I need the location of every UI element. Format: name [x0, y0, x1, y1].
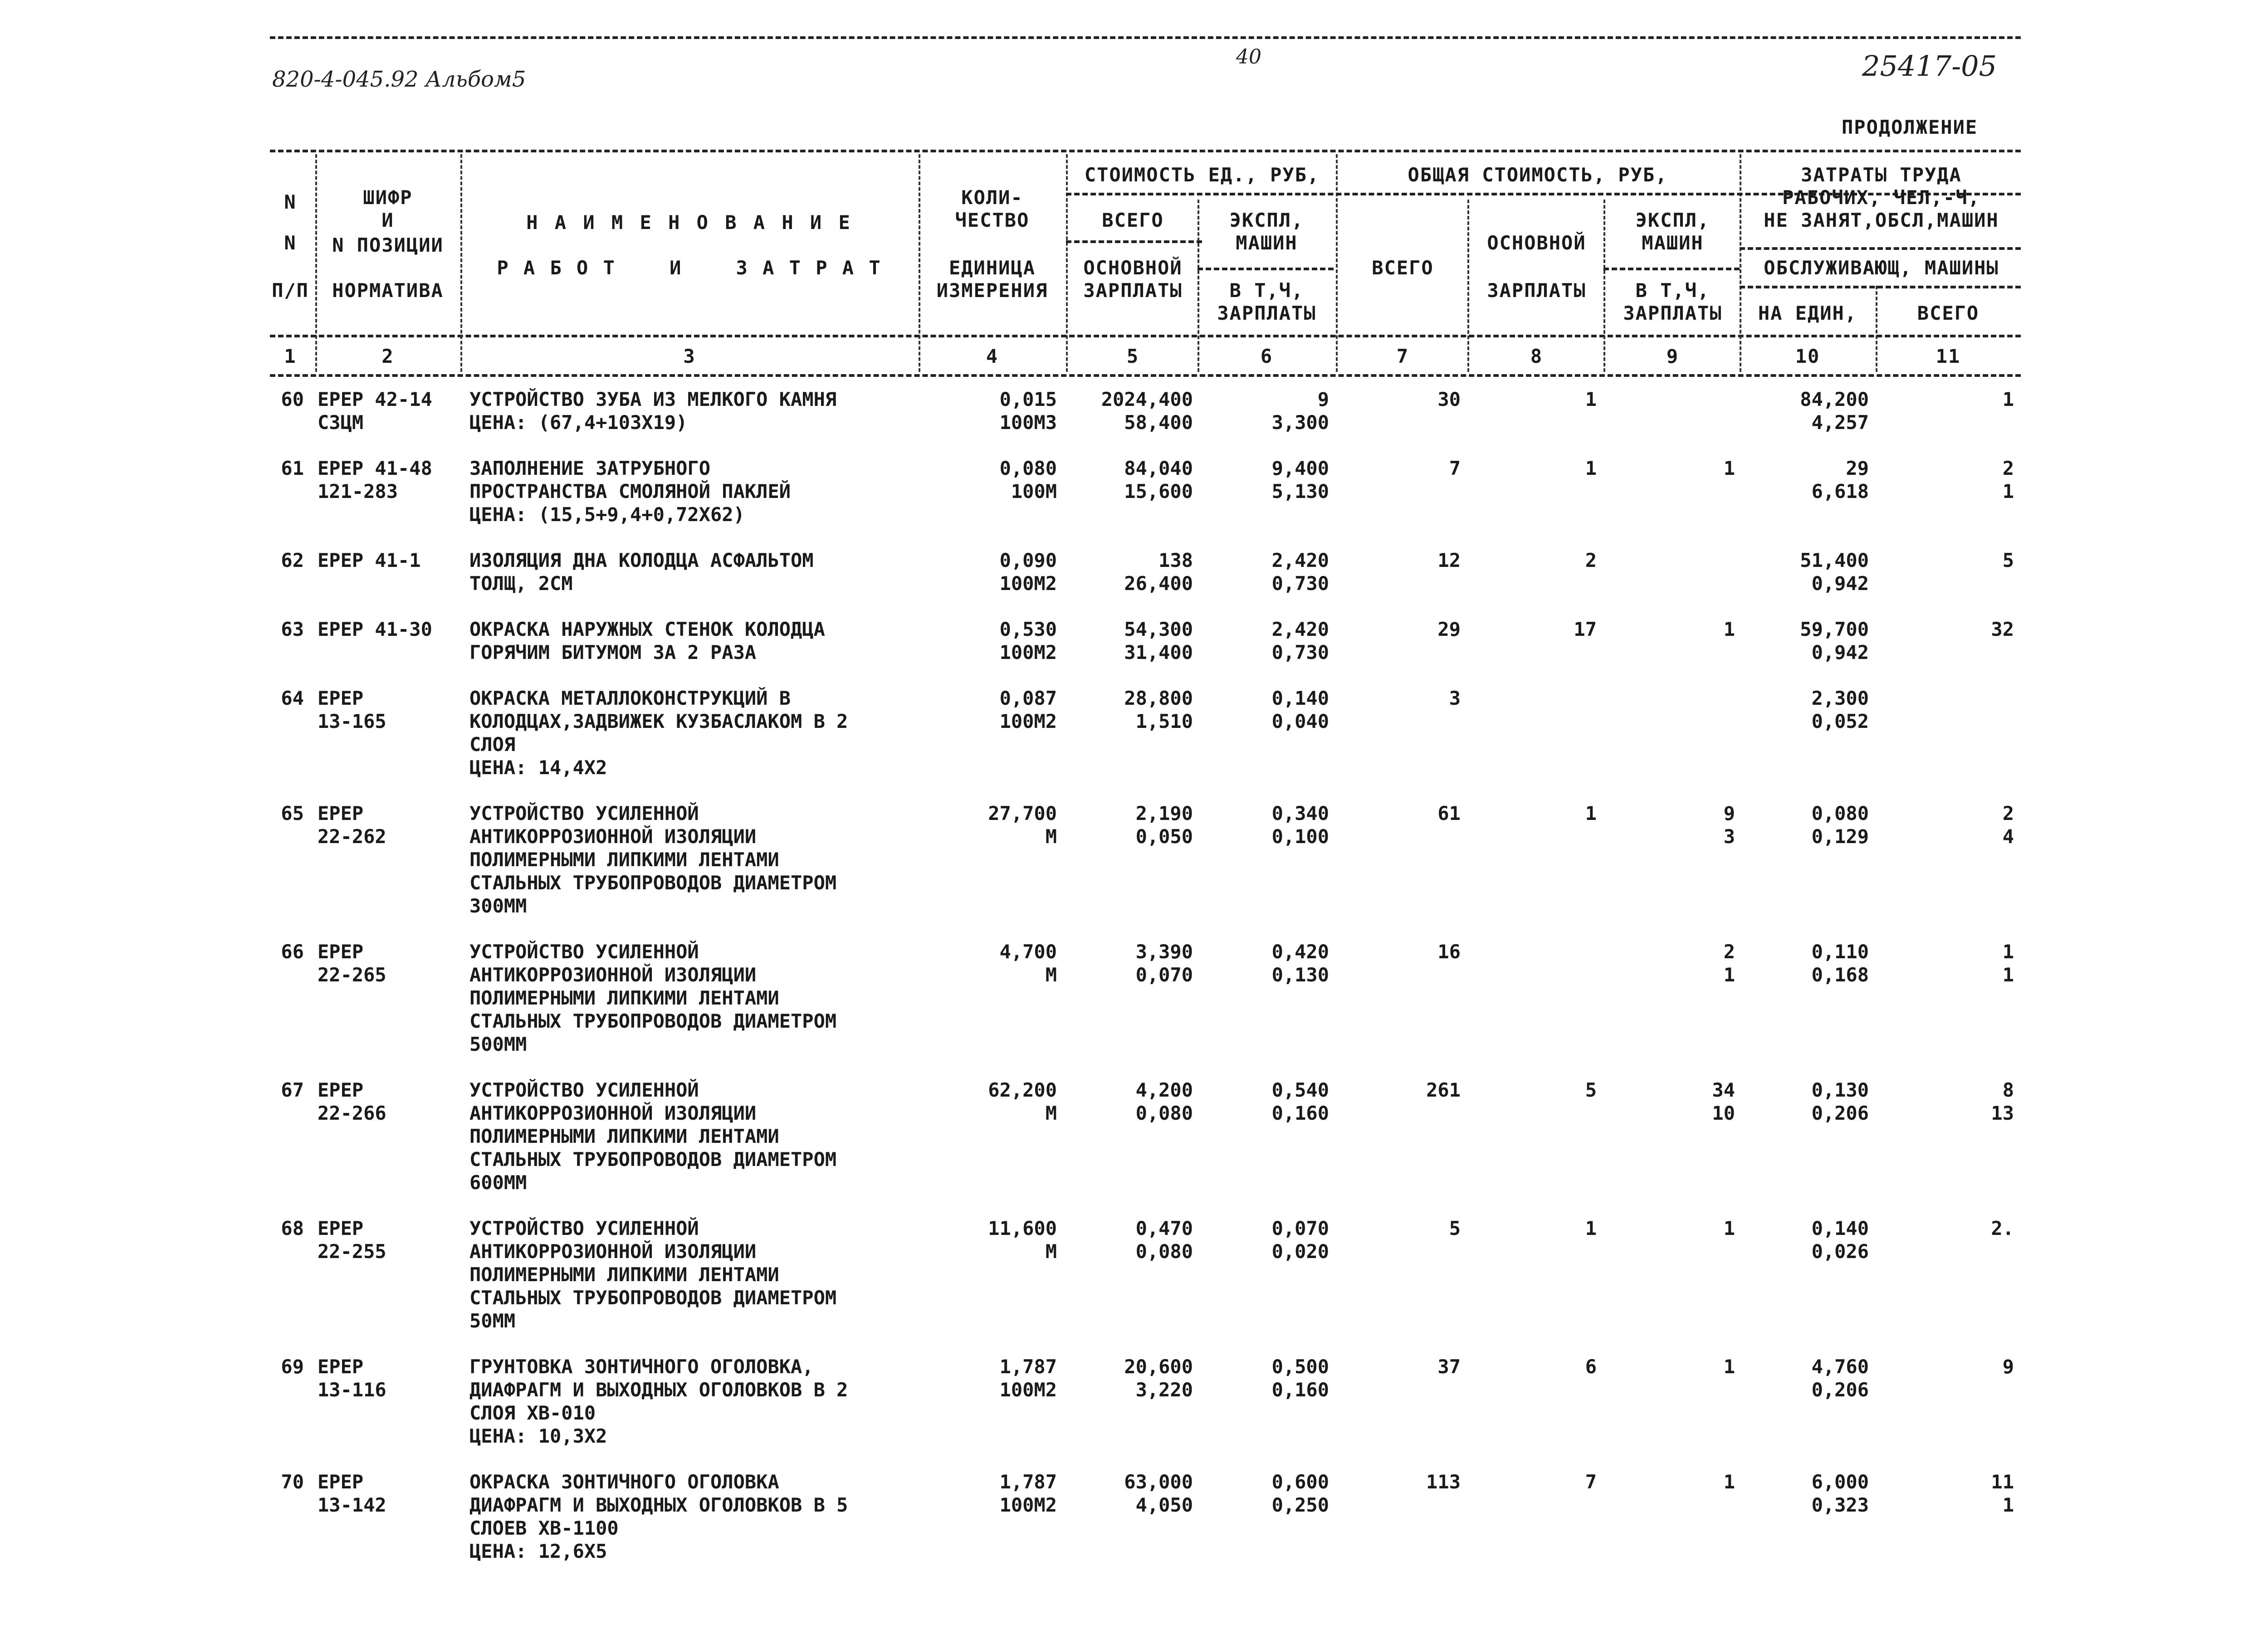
cell-labor-total: 1: [2002, 388, 2014, 410]
cell-u-total: 26,400: [1124, 572, 1193, 595]
cell-labor-unit: 4,760: [1811, 1356, 1869, 1378]
cell-t-mach: 1: [1723, 964, 1735, 986]
header-text: N: [284, 191, 297, 213]
cell-n: 68: [281, 1217, 304, 1239]
cell-labor-total: 9: [2002, 1356, 2014, 1378]
col-sep: [1198, 200, 1199, 372]
header-text: ЭКСПЛ,: [1635, 209, 1710, 231]
cell-u-total: 4,050: [1135, 1494, 1193, 1516]
cell-t-mach: 1: [1723, 1217, 1735, 1239]
cell-u-total: 2024,400: [1101, 388, 1193, 410]
header-text: ОСНОВНОЙ: [1083, 257, 1183, 279]
cell-qty: 0,087: [999, 687, 1057, 709]
numbers-bottom-rule: [270, 374, 2021, 377]
cell-labor-unit: 0,942: [1811, 572, 1869, 595]
cell-labor-total: 1: [2002, 480, 2014, 502]
column-number: 4: [986, 345, 999, 367]
cell-u-mach: 0,730: [1271, 572, 1329, 595]
cell-t-wage: 2: [1585, 549, 1597, 571]
document-reference: 820-4-045.92 Альбом5: [272, 67, 526, 92]
column-header-11: ВСЕГО: [1917, 302, 1980, 324]
cell-n: 64: [281, 687, 304, 709]
cell-name: УСТРОЙСТВО УСИЛЕННОЙ: [469, 1079, 699, 1101]
cell-t-total: 261: [1426, 1079, 1461, 1101]
cell-u-mach: 0,020: [1271, 1240, 1329, 1263]
cell-name: АНТИКОРРОЗИОННОЙ ИЗОЛЯЦИИ: [469, 825, 757, 848]
cell-t-total: 16: [1437, 941, 1461, 963]
cell-t-mach: 1: [1723, 1356, 1735, 1378]
cell-code: ЕРЕР 41-30: [318, 618, 432, 640]
cell-code: 22-255: [318, 1240, 386, 1263]
cell-u-total: 31,400: [1124, 641, 1193, 663]
group-rule: [1740, 247, 2021, 250]
cell-t-total: 5: [1449, 1217, 1461, 1239]
cell-u-total: 0,080: [1135, 1102, 1193, 1124]
cell-qty: 62,200: [988, 1079, 1057, 1101]
cell-u-mach: 0,040: [1271, 710, 1329, 732]
cell-u-mach: 0,160: [1271, 1102, 1329, 1124]
group-rule: [1066, 240, 1202, 243]
cell-name: ТОЛЩ, 2СМ: [469, 572, 573, 595]
header-text: И: [381, 209, 394, 231]
cell-n: 63: [281, 618, 304, 640]
cell-code: 121-283: [318, 480, 398, 502]
col-sep: [1066, 154, 1068, 372]
cell-t-wage: 7: [1585, 1471, 1597, 1493]
cell-labor-unit: 0,140: [1811, 1217, 1869, 1239]
header-text: П/П: [272, 279, 309, 302]
header-text: РАБОЧИХ, ЧЕЛ,-Ч,: [1782, 186, 1980, 209]
cell-labor-unit: 4,257: [1811, 411, 1869, 434]
cell-u-total: 15,600: [1124, 480, 1193, 502]
col-sep: [460, 154, 462, 372]
group-rule: [1603, 268, 1740, 270]
cell-u-mach: 3,300: [1271, 411, 1329, 434]
cell-qty: 0,080: [999, 457, 1057, 479]
column-header-10: НА ЕДИН,: [1758, 302, 1857, 324]
cell-u-total: 0,070: [1135, 964, 1193, 986]
cell-name: ИЗОЛЯЦИЯ ДНА КОЛОДЦА АСФАЛЬТОМ: [469, 549, 814, 571]
cell-u-total: 58,400: [1124, 411, 1193, 434]
cell-u-mach: 5,130: [1271, 480, 1329, 502]
cell-name: ДИАФРАГМ И ВЫХОДНЫХ ОГОЛОВКОВ В 5: [469, 1494, 848, 1516]
cell-name: СТАЛЬНЫХ ТРУБОПРОВОДОВ ДИАМЕТРОМ: [469, 872, 837, 894]
cell-u-mach: 9,400: [1271, 457, 1329, 479]
cell-code: 22-262: [318, 825, 386, 848]
cell-name: КОЛОДЦАХ,ЗАДВИЖЕК КУЗБАСЛАКОМ В 2: [469, 710, 848, 732]
cell-name: ЦЕНА: (15,5+9,4+0,72Х62): [469, 503, 745, 526]
cell-name: ГРУНТОВКА ЗОНТИЧНОГО ОГОЛОВКА,: [469, 1356, 814, 1378]
cell-name: АНТИКОРРОЗИОННОЙ ИЗОЛЯЦИИ: [469, 1240, 757, 1263]
cell-labor-total: 8: [2002, 1079, 2014, 1101]
cell-u-mach: 0,420: [1271, 941, 1329, 963]
column-number: 7: [1396, 345, 1409, 367]
cell-u-mach: 0,730: [1271, 641, 1329, 663]
cell-u-total: 1,510: [1135, 710, 1193, 732]
cell-u-total: 3,390: [1135, 941, 1193, 963]
header-text: N: [284, 232, 297, 254]
cell-t-mach: 1: [1723, 1471, 1735, 1493]
cell-name: ЗАПОЛНЕНИЕ ЗАТРУБНОГО: [469, 457, 711, 479]
cell-n: 66: [281, 941, 304, 963]
cell-u-mach: 0,100: [1271, 825, 1329, 848]
cell-code: ЕРЕР: [318, 1471, 364, 1493]
header-text: ЗАРПЛАТЫ: [1083, 279, 1183, 302]
cell-name: СЛОЯ ХВ-010: [469, 1402, 596, 1424]
cell-u-mach: 0,160: [1271, 1379, 1329, 1401]
cell-code: ЕРЕР 41-48: [318, 457, 432, 479]
cell-labor-total: 1: [2002, 941, 2014, 963]
cell-labor-unit: 0,130: [1811, 1079, 1869, 1101]
col-sep: [919, 154, 920, 372]
cell-labor-total: 2: [2002, 457, 2014, 479]
header-text: Р А Б О Т И З А Т Р А Т: [497, 257, 882, 279]
group-rule: [1198, 268, 1334, 270]
cell-qty: 100М3: [999, 411, 1057, 434]
cell-t-mach: 3: [1723, 825, 1735, 848]
cell-t-mach: 9: [1723, 802, 1735, 824]
column-number: 8: [1530, 345, 1543, 367]
cell-code: ЕРЕР: [318, 1356, 364, 1378]
cell-qty: 100М2: [999, 641, 1057, 663]
cell-t-wage: 17: [1574, 618, 1597, 640]
cell-name: 500ММ: [469, 1033, 527, 1055]
cell-u-total: 0,080: [1135, 1240, 1193, 1263]
cell-labor-unit: 6,000: [1811, 1471, 1869, 1493]
cell-labor-unit: 84,200: [1800, 388, 1869, 410]
cell-t-wage: 1: [1585, 457, 1597, 479]
cell-u-total: 63,000: [1124, 1471, 1193, 1493]
cell-u-mach: 0,540: [1271, 1079, 1329, 1101]
cell-t-mach: 34: [1712, 1079, 1735, 1101]
cell-t-total: 7: [1449, 457, 1461, 479]
cell-labor-unit: 0,110: [1811, 941, 1869, 963]
cell-u-mach: 0,130: [1271, 964, 1329, 986]
header-text: ЗАТРАТЫ ТРУДА: [1801, 164, 1962, 186]
cell-u-total: 28,800: [1124, 687, 1193, 709]
column-number: 10: [1795, 345, 1820, 367]
cell-labor-total: 4: [2002, 825, 2014, 848]
cell-name: СТАЛЬНЫХ ТРУБОПРОВОДОВ ДИАМЕТРОМ: [469, 1287, 837, 1309]
header-text: МАШИН: [1642, 232, 1704, 254]
column-number: 5: [1126, 345, 1139, 367]
cell-labor-unit: 0,206: [1811, 1379, 1869, 1401]
cell-labor-unit: 0,206: [1811, 1102, 1869, 1124]
cell-labor-unit: 29: [1846, 457, 1869, 479]
cell-t-wage: 5: [1585, 1079, 1597, 1101]
cell-name: УСТРОЙСТВО УСИЛЕННОЙ: [469, 1217, 699, 1239]
cell-t-wage: 6: [1585, 1356, 1597, 1378]
cell-labor-unit: 0,168: [1811, 964, 1869, 986]
cell-name: ГОРЯЧИМ БИТУМОМ ЗА 2 РАЗА: [469, 641, 757, 663]
cell-qty: М: [1045, 825, 1057, 848]
column-header-7: ВСЕГО: [1372, 257, 1434, 279]
header-text: НЕ ЗАНЯТ,ОБСЛ,МАШИН: [1764, 209, 1999, 231]
cell-t-mach: 10: [1712, 1102, 1735, 1124]
cell-name: УСТРОЙСТВО УСИЛЕННОЙ: [469, 941, 699, 963]
cell-name: АНТИКОРРОЗИОННОЙ ИЗОЛЯЦИИ: [469, 964, 757, 986]
cell-name: ПОЛИМЕРНЫМИ ЛИПКИМИ ЛЕНТАМИ: [469, 1125, 779, 1147]
cell-labor-total: 1: [2002, 964, 2014, 986]
cell-qty: 11,600: [988, 1217, 1057, 1239]
document-code: 25417-05: [1862, 49, 1997, 83]
top-rule: [270, 36, 2021, 39]
header-text: ЗАРПЛАТЫ: [1217, 302, 1316, 324]
page-number: 40: [1236, 45, 1261, 68]
cell-qty: 0,530: [999, 618, 1057, 640]
cell-t-wage: 1: [1585, 802, 1597, 824]
cell-qty: М: [1045, 1240, 1057, 1263]
cell-code: ЕРЕР: [318, 1217, 364, 1239]
cell-name: ДИАФРАГМ И ВЫХОДНЫХ ОГОЛОВКОВ В 2: [469, 1379, 848, 1401]
cell-u-mach: 2,420: [1271, 618, 1329, 640]
header-text: ОСНОВНОЙ: [1487, 232, 1586, 254]
unit-cost-group-title: СТОИМОСТЬ ЕД., РУБ,: [1084, 164, 1320, 186]
header-text: Н А И М Е Н О В А Н И Е: [526, 211, 853, 234]
header-text: ЗАРПЛАТЫ: [1623, 302, 1722, 324]
cell-qty: 1,787: [999, 1356, 1057, 1378]
cell-name: УСТРОЙСТВО УСИЛЕННОЙ: [469, 802, 699, 824]
header-text: ОБСЛУЖИВАЮЩ, МАШИНЫ: [1764, 257, 1999, 279]
continuation-label: ПРОДОЛЖЕНИЕ: [1842, 116, 1978, 138]
cell-u-total: 54,300: [1124, 618, 1193, 640]
cell-labor-unit: 2,300: [1811, 687, 1869, 709]
header-bottom-rule: [270, 335, 2021, 337]
cell-qty: 100М: [1011, 480, 1057, 502]
header-text: ЕДИНИЦА: [948, 257, 1036, 279]
col-sep: [1467, 200, 1469, 372]
cell-name: 300ММ: [469, 895, 527, 917]
cell-name: 600ММ: [469, 1171, 527, 1194]
cell-t-mach: 1: [1723, 457, 1735, 479]
cell-code: 13-165: [318, 710, 386, 732]
cell-u-total: 84,040: [1124, 457, 1193, 479]
cell-labor-unit: 0,129: [1811, 825, 1869, 848]
cell-t-total: 3: [1449, 687, 1461, 709]
cell-labor-unit: 6,618: [1811, 480, 1869, 502]
cell-u-total: 0,050: [1135, 825, 1193, 848]
cell-n: 70: [281, 1471, 304, 1493]
cell-name: 50ММ: [469, 1310, 516, 1332]
cell-qty: М: [1045, 1102, 1057, 1124]
column-number: 1: [284, 345, 297, 367]
cell-t-total: 37: [1437, 1356, 1461, 1378]
cell-labor-unit: 0,942: [1811, 641, 1869, 663]
cell-code: 13-116: [318, 1379, 386, 1401]
cell-qty: 100М2: [999, 1379, 1057, 1401]
header-text: МАШИН: [1236, 232, 1298, 254]
cell-u-mach: 0,250: [1271, 1494, 1329, 1516]
cell-qty: М: [1045, 964, 1057, 986]
cell-labor-unit: 0,026: [1811, 1240, 1869, 1263]
cell-labor-total: 2: [2002, 802, 2014, 824]
cell-name: АНТИКОРРОЗИОННОЙ ИЗОЛЯЦИИ: [469, 1102, 757, 1124]
header-text: ЧЕСТВО: [955, 209, 1030, 231]
cell-name: ПОЛИМЕРНЫМИ ЛИПКИМИ ЛЕНТАМИ: [469, 849, 779, 871]
cell-code: ЕРЕР: [318, 802, 364, 824]
cell-n: 69: [281, 1356, 304, 1378]
cell-qty: 27,700: [988, 802, 1057, 824]
cell-t-total: 113: [1426, 1471, 1461, 1493]
cell-u-total: 2,190: [1135, 802, 1193, 824]
header-text: ЗАРПЛАТЫ: [1487, 279, 1586, 302]
cell-labor-unit: 59,700: [1800, 618, 1869, 640]
column-number: 9: [1666, 345, 1679, 367]
col-sep: [315, 154, 317, 372]
cell-code: ЕРЕР: [318, 1079, 364, 1101]
cell-name: ПОЛИМЕРНЫМИ ЛИПКИМИ ЛЕНТАМИ: [469, 1263, 779, 1286]
cell-qty: 0,015: [999, 388, 1057, 410]
header-text: ИЗМЕРЕНИЯ: [936, 279, 1048, 302]
cell-name: СЛОЕВ ХВ-1100: [469, 1517, 619, 1539]
header-text: ЭКСПЛ,: [1229, 209, 1304, 231]
column-number: 6: [1260, 345, 1273, 367]
cell-code: ЕРЕР 41-1: [318, 549, 421, 571]
cell-code: 22-266: [318, 1102, 386, 1124]
cell-labor-unit: 0,323: [1811, 1494, 1869, 1516]
cell-qty: 100М2: [999, 710, 1057, 732]
col-sep: [1876, 286, 1877, 372]
cell-code: ЕРЕР: [318, 941, 364, 963]
cell-t-total: 12: [1437, 549, 1461, 571]
cell-labor-total: 5: [2002, 549, 2014, 571]
cell-qty: 0,090: [999, 549, 1057, 571]
total-cost-group-title: ОБЩАЯ СТОИМОСТЬ, РУБ,: [1408, 164, 1668, 186]
cell-u-mach: 0,140: [1271, 687, 1329, 709]
header-text: ШИФР: [363, 186, 413, 209]
cell-labor-unit: 0,080: [1811, 802, 1869, 824]
header-top-rule: [270, 150, 2021, 152]
cell-code: ЕРЕР 42-14: [318, 388, 432, 410]
cell-t-total: 29: [1437, 618, 1461, 640]
cell-labor-total: 2.: [1991, 1217, 2014, 1239]
cell-code: 13-142: [318, 1494, 386, 1516]
cell-t-wage: 1: [1585, 388, 1597, 410]
header-text: НОРМАТИВА: [332, 279, 444, 302]
header-text: В Т,Ч,: [1229, 279, 1304, 302]
cell-name: ПРОСТРАНСТВА СМОЛЯНОЙ ПАКЛЕЙ: [469, 480, 791, 502]
cell-n: 62: [281, 549, 304, 571]
cell-qty: 100М2: [999, 1494, 1057, 1516]
header-text: ВСЕГО: [1102, 209, 1164, 231]
cell-qty: 4,700: [999, 941, 1057, 963]
cell-name: ЦЕНА: (67,4+103Х19): [469, 411, 688, 434]
header-text: КОЛИ-: [961, 186, 1023, 209]
cell-u-mach: 9: [1317, 388, 1329, 410]
cell-u-mach: 2,420: [1271, 549, 1329, 571]
cell-name: ЦЕНА: 14,4Х2: [469, 756, 607, 779]
cell-code: ЕРЕР: [318, 687, 364, 709]
cell-name: ЦЕНА: 10,3Х2: [469, 1425, 607, 1447]
cell-code: 22-265: [318, 964, 386, 986]
cell-code: СЗЦМ: [318, 411, 364, 434]
cell-u-total: 0,470: [1135, 1217, 1193, 1239]
cell-t-mach: 1: [1723, 618, 1735, 640]
cell-u-total: 4,200: [1135, 1079, 1193, 1101]
col-sep: [1603, 200, 1605, 372]
col-sep: [1740, 154, 1741, 372]
cell-labor-total: 13: [1991, 1102, 2014, 1124]
cell-name: ОКРАСКА НАРУЖНЫХ СТЕНОК КОЛОДЦА: [469, 618, 825, 640]
cell-u-total: 20,600: [1124, 1356, 1193, 1378]
cell-labor-total: 11: [1991, 1471, 2014, 1493]
cell-name: СТАЛЬНЫХ ТРУБОПРОВОДОВ ДИАМЕТРОМ: [469, 1010, 837, 1032]
cell-n: 65: [281, 802, 304, 824]
cell-name: СТАЛЬНЫХ ТРУБОПРОВОДОВ ДИАМЕТРОМ: [469, 1148, 837, 1171]
cell-u-total: 3,220: [1135, 1379, 1193, 1401]
cell-labor-unit: 51,400: [1800, 549, 1869, 571]
column-number: 3: [683, 345, 696, 367]
cell-labor-total: 1: [2002, 1494, 2014, 1516]
cell-t-total: 30: [1437, 388, 1461, 410]
group-rule: [1740, 286, 2021, 288]
cell-qty: 100М2: [999, 572, 1057, 595]
cell-name: ОКРАСКА ЗОНТИЧНОГО ОГОЛОВКА: [469, 1471, 779, 1493]
cell-name: УСТРОЙСТВО ЗУБА ИЗ МЕЛКОГО КАМНЯ: [469, 388, 837, 410]
cell-u-mach: 0,600: [1271, 1471, 1329, 1493]
cell-t-mach: 2: [1723, 941, 1735, 963]
cell-n: 61: [281, 457, 304, 479]
cell-t-total: 61: [1437, 802, 1461, 824]
cell-name: СЛОЯ: [469, 733, 516, 756]
cell-name: ЦЕНА: 12,6Х5: [469, 1540, 607, 1562]
col-sep: [1336, 154, 1338, 372]
cell-t-wage: 1: [1585, 1217, 1597, 1239]
cell-u-total: 138: [1158, 549, 1193, 571]
cell-qty: 1,787: [999, 1471, 1057, 1493]
cell-n: 60: [281, 388, 304, 410]
cell-u-mach: 0,070: [1271, 1217, 1329, 1239]
column-number: 11: [1936, 345, 1961, 367]
column-number: 2: [381, 345, 394, 367]
cell-labor-total: 32: [1991, 618, 2014, 640]
header-text: N ПОЗИЦИИ: [332, 234, 444, 256]
cell-u-mach: 0,500: [1271, 1356, 1329, 1378]
cell-name: ОКРАСКА МЕТАЛЛОКОНСТРУКЦИЙ В: [469, 687, 791, 709]
cell-n: 67: [281, 1079, 304, 1101]
cell-labor-unit: 0,052: [1811, 710, 1869, 732]
header-text: В Т,Ч,: [1635, 279, 1710, 302]
cell-name: ПОЛИМЕРНЫМИ ЛИПКИМИ ЛЕНТАМИ: [469, 987, 779, 1009]
cell-u-mach: 0,340: [1271, 802, 1329, 824]
